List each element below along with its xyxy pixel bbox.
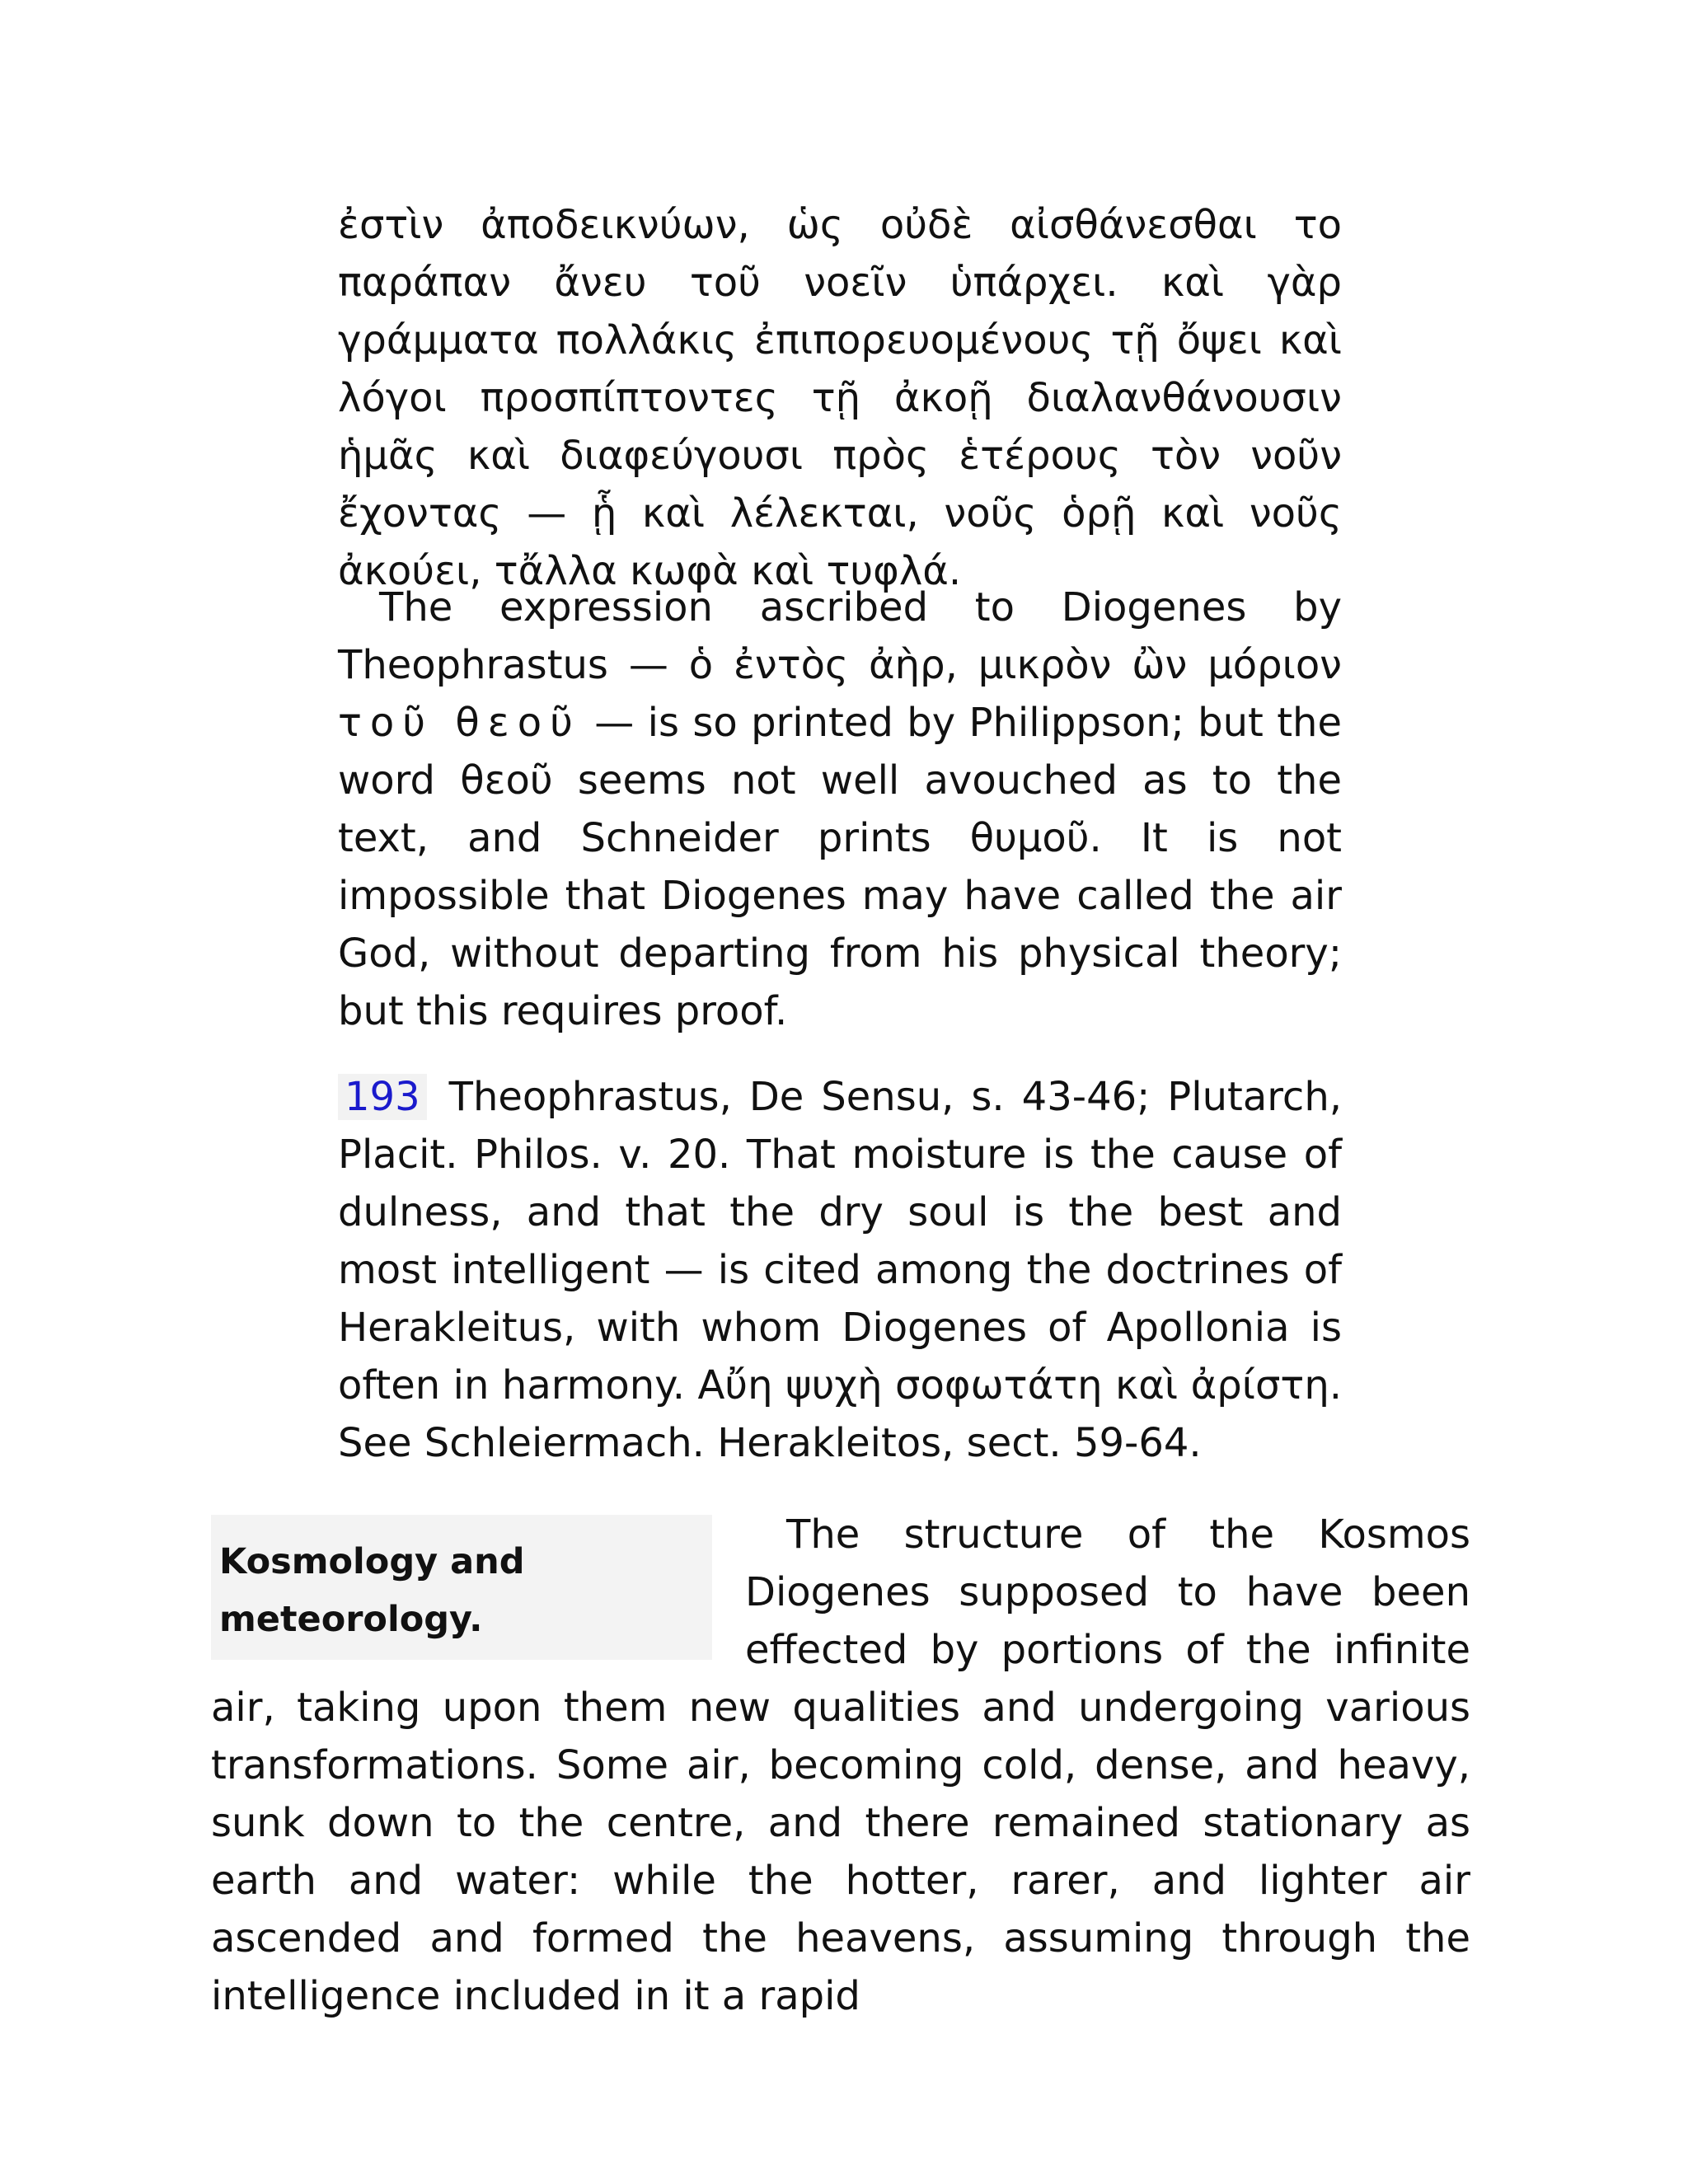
spaced-greek-phrase: τοῦ θεοῦ <box>338 700 581 746</box>
footnote-paragraph <box>338 1068 1342 1472</box>
footnote-number-link[interactable]: 193 <box>338 1074 427 1120</box>
margin-sidenote: Kosmology and meteorology. <box>211 1515 712 1660</box>
commentary-text-end: — is so printed by Philippson; but the word θεοῦ seems not well avouched as to the text, and Schneider prints θυμοῦ. It is not impossible that Diogenes may have called the air God, without departing from his physical theory; but this requires proof. <box>338 700 1343 1034</box>
commentary-paragraph <box>338 579 1342 1040</box>
main-body-paragraph <box>211 1506 1470 2025</box>
commentary-text-start: The expression ascribed to Diogenes by Theophrastus — ὁ ἐντὸς ἀὴρ, μικρὸν ὢν μόριον <box>338 584 1342 688</box>
main-body-text: The structure of the Kosmos Diogenes supposed to have been effected by portions of the infinite air, taking upon them new qualities and undergoing various transformations. Some air, becoming cold, dense, and heavy, sunk down to the centre, and there remained stationary as earth and water: while the hotter, rarer, and lighter air ascended and formed the heavens, assuming through the intelligence included in it a rapid <box>211 1511 1470 2019</box>
footnote-text: Theophrastus, De Sensu, s. 43-46; Plutarch, Placit. Philos. v. 20. That moisture is the cause of dulness, and that the dry soul is the best and most intelligent — is cited among the doctrines of Herakleitus, with whom Diogenes of Apollonia is often in harmony. Αὔη ψυχὴ σοφωτάτη καὶ ἀρίστη. See Schleiermach. Herakleitos, sect. 59-64. <box>338 1074 1342 1466</box>
sidenote-float-spacer <box>211 1506 745 1679</box>
greek-quotation: ἐστὶν ἀποδεικνύων, ὡς οὐδὲ αἰσθάνεσθαι το παράπαν ἄνευ τοῦ νοεῖν ὑπάρχει. καὶ γὰρ γράμματα πολλάκις ἐπιπορευομένους τῇ ὄψει καὶ λόγοι προσπίπτοντες τῇ ἀκοῇ διαλανθάνουσιν ἡμᾶς καὶ διαφεύγουσι πρὸς ἑτέρους τὸν νοῦν ἔχοντας — ᾗ καὶ λέλεκται, νοῦς ὁρῇ καὶ νοῦς ἀκούει, τἄλλα κωφὰ καὶ τυφλά. <box>338 202 1342 594</box>
